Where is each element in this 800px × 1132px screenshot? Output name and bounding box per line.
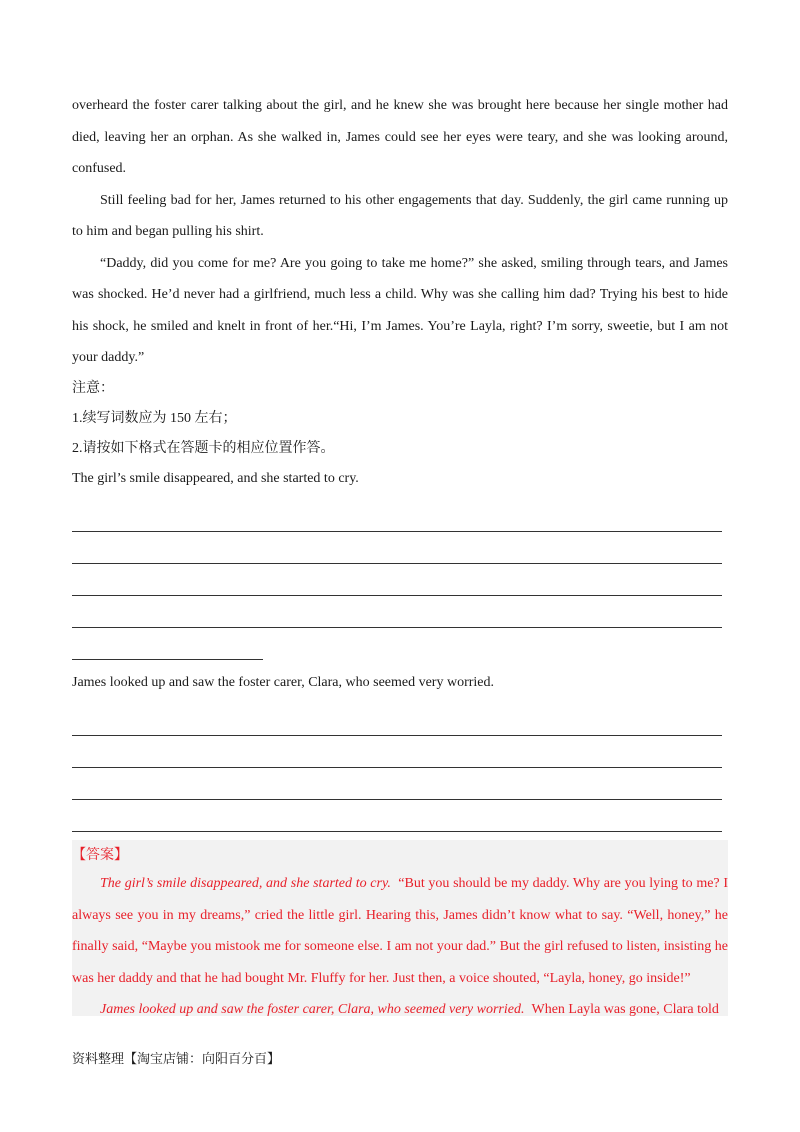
answer-lines-1 (72, 500, 728, 660)
answer-lead-2: James looked up and saw the foster carer, Clara, who seemed very worried. (100, 1002, 525, 1017)
writing-line (72, 500, 722, 532)
writing-line (72, 800, 722, 832)
writing-line (72, 564, 722, 596)
writing-line (72, 704, 722, 736)
answer-body-2: When Layla was gone, Clara told (531, 1002, 719, 1017)
writing-prompt-1: The girl’s smile disappeared, and she started to cry. (72, 470, 359, 486)
answer-box (72, 840, 728, 1016)
story-paragraph-2: Still feeling bad for her, James returned to his other engagements that day. Suddenly, the girl came running up to him and began pulling his shirt. (72, 192, 728, 239)
writing-line (72, 768, 722, 800)
answer-paragraph-1 (72, 868, 728, 994)
notes-heading: 注意： (72, 380, 114, 396)
answer-label: 【答案】 (72, 847, 128, 863)
writing-prompt-2: James looked up and saw the foster carer, Clara, who seemed very worried. (72, 674, 495, 690)
writing-line (72, 596, 722, 628)
answer-paragraph-2 (72, 994, 728, 1026)
footer-source: 资料整理【淘宝店铺：向阳百分百】 (72, 1052, 281, 1067)
answer-body-1: “But you should be my daddy. Why are you lying to me? I always see you in my dreams,” cried the little girl. Hearing this, James didn’t know what to say. “Well, honey,” he finally said, “Maybe you mistook me for someone else. I am not your dad.” But the girl refused to listen, insisting he was her daddy and that he had bought Mr. Fluffy for her. Just then, a voice shouted, “Layla, honey, go inside!” (72, 876, 729, 986)
writing-line (72, 532, 722, 564)
writing-line (72, 736, 722, 768)
story-paragraph-3: “Daddy, did you come for me? Are you going to take me home?” she asked, smiling through tears, and James was shocked. He’d never had a girlfriend, much less a child. Why was she calling him dad? Trying his best to hide his shock, he smiled and knelt in front of her.“Hi, I’m James. You’re Layla, right? I’m sorry, sweetie, but I am not your daddy.” (72, 255, 728, 365)
notes-item-1: 1.续写词数应为 150 左右； (72, 410, 237, 426)
writing-line-short (72, 628, 263, 660)
answer-lead-1: The girl’s smile disappeared, and she started to cry. (100, 876, 391, 891)
story-paragraph-1: overheard the foster carer talking about the girl, and he knew she was brought here because her single mother had died, leaving her an orphan. As she walked in, James could see her eyes were teary, and she was looking around, confused. (72, 98, 728, 176)
notes-item-2: 2.请按如下格式在答题卡的相应位置作答。 (72, 440, 335, 456)
document-body (72, 90, 728, 864)
